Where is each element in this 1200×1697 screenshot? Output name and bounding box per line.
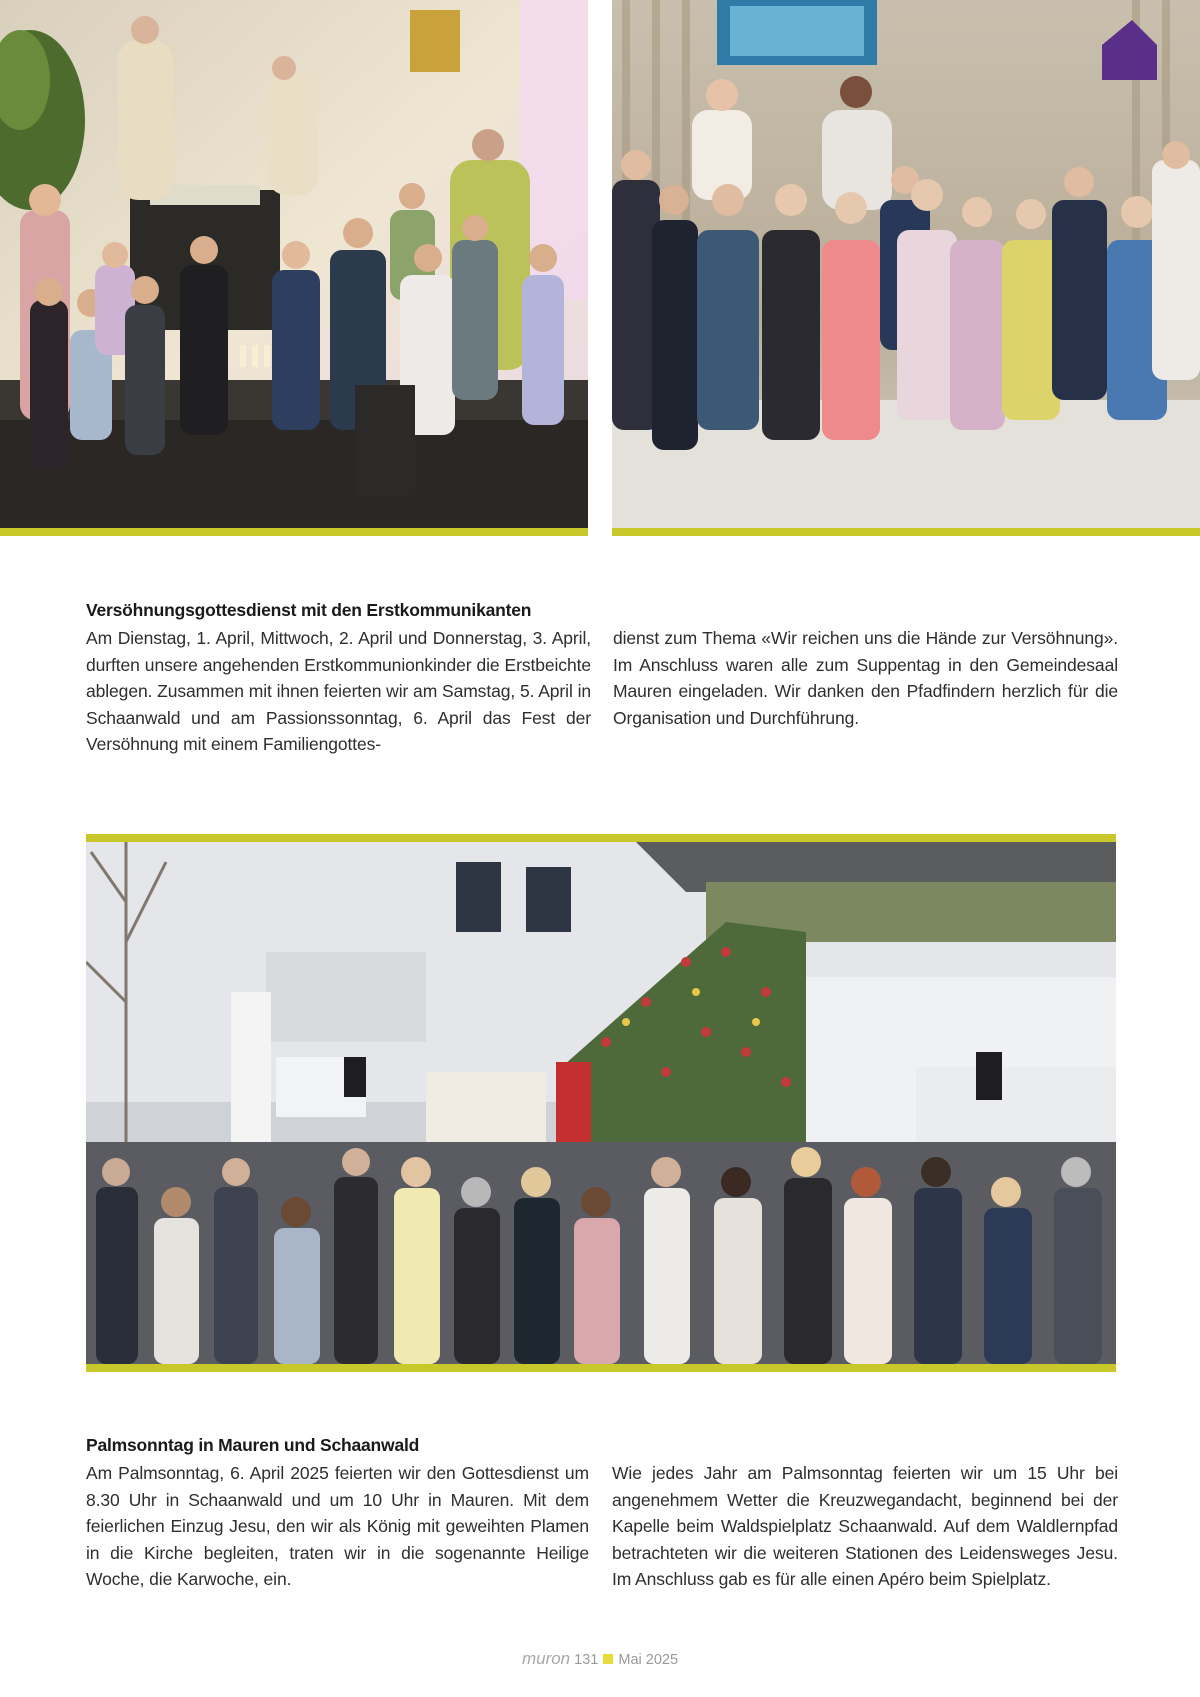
footer-square-icon — [603, 1654, 613, 1664]
section1-column-left: Am Dienstag, 1. April, Mittwoch, 2. April und Donnerstag, 3. April, durften unsere angehenden Erstkommunionkinder die Erstbeichte ablegen. Zusammen mit ihnen feierten wir am Samstag, 5. April in Schaanwald und am Passionssonntag, 6. April das Fest der Versöhnung mit einem Familiengottes- — [86, 628, 591, 754]
photo-palm-sunday-outdoor — [86, 842, 1116, 1364]
section-title-palm-sunday: Palmsonntag in Mauren und Schaanwald — [86, 1435, 420, 1455]
section2-column-left: Am Palmsonntag, 6. April 2025 feierten wir den Gottesdienst um 8.30 Uhr in Schaanwald und um 10 Uhr in Mauren. Mit dem feierlichen Einzug Jesu, den wir als König mit geweihten Plamen in die Kirche begleiten, traten wir in die sogenannte Heilige Woche, die Karwoche, ein. — [86, 1463, 589, 1589]
accent-rule-middle-top — [86, 834, 1116, 842]
accent-rule-middle-bottom — [86, 1364, 1116, 1372]
accent-rule-top-left — [0, 528, 588, 536]
footer-issue-number: 131 — [574, 1652, 599, 1668]
section-title-reconciliation: Versöhnungsgottesdienst mit den Erstkommunikanten — [86, 600, 532, 620]
section2-column-right: Wie jedes Jahr am Palmsonntag feierten wir um 15 Uhr bei angenehmem Wetter die Kreuzwegandacht, beginnend bei der Kapelle beim Waldspielplatz Schaanwald. Auf dem Waldlernpfad betrachteten wir die weiteren Stationen des Leidensweges Jesu. Im Anschluss gab es für alle einen Apéro beim Spielplatz. — [612, 1463, 1118, 1589]
section1-column-right: dienst zum Thema «Wir reichen uns die Hände zur Versöhnung». Im Anschluss waren alle zum Suppentag in den Gemeindesaal Mauren eingeladen. Wir danken den Pfadfindern herzlich für die Organisation und Durchführung. — [613, 628, 1118, 728]
photo-first-communion-group — [612, 0, 1200, 528]
page-footer — [0, 1649, 1200, 1669]
photo-first-communion-altar — [0, 0, 588, 528]
accent-rule-top-right — [612, 528, 1200, 536]
footer-brand: muron — [521, 1649, 571, 1668]
footer-date: Mai 2025 — [618, 1652, 679, 1668]
